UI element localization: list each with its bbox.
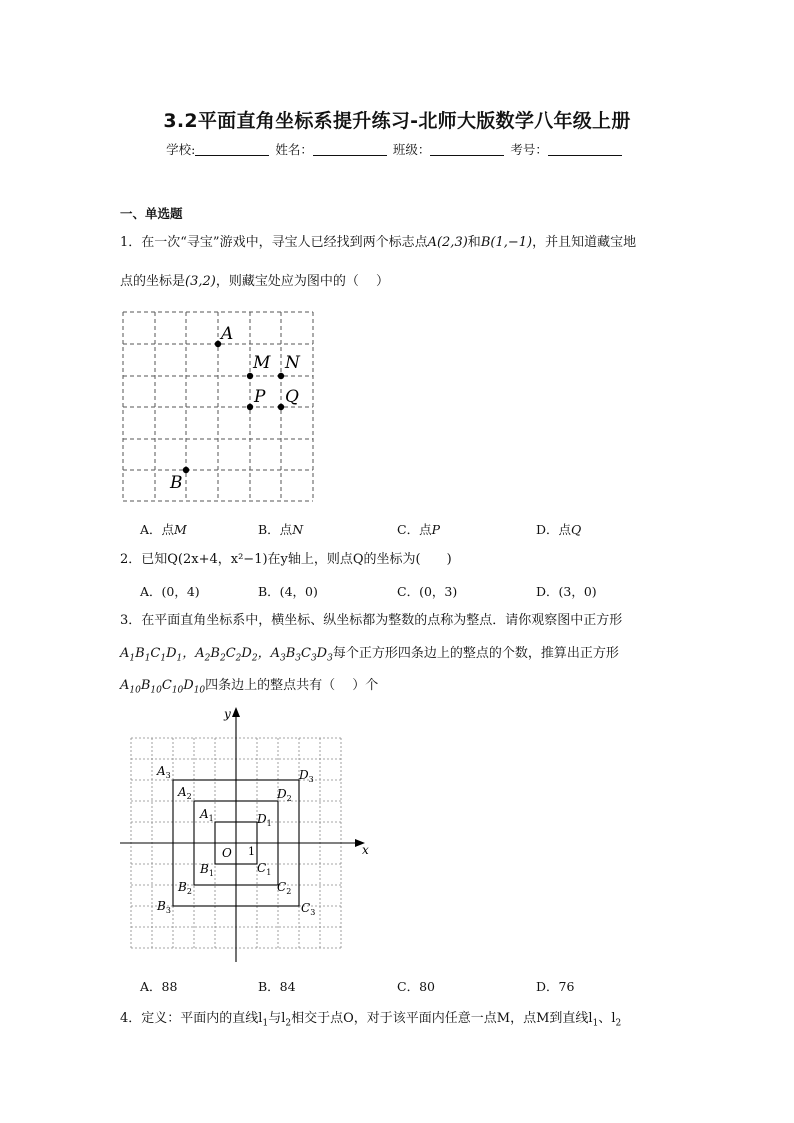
point-p-dot [247, 404, 253, 410]
page-title: 3.2平面直角坐标系提升练习-北师大版数学八年级上册 [163, 110, 631, 132]
label-b3: $B_3$ [157, 899, 171, 915]
q2-option-a[interactable]: A．(0，4) [140, 584, 200, 599]
label-q: Q [285, 387, 299, 407]
exam-number-blank[interactable] [548, 143, 622, 156]
q3-stem-line2: $A_1B_1C_1D_1$，$A_2B_2C_2D_2$，$A_3B_3C_3D_3$每个正方形四条边上的整点的个数，推算出正方形 [120, 646, 619, 664]
label-a3: $A_3$ [157, 764, 171, 780]
point-b-coord: B(1,−1) [480, 235, 533, 250]
label-m: M [253, 353, 271, 373]
q3-stem-line1: 3．在平面直角坐标系中，横坐标、纵坐标都为整数的点称为整点．请你观察图中正方形 [120, 613, 623, 628]
label-d2: $D_2$ [277, 787, 292, 803]
origin-label: O [222, 846, 232, 860]
unit-label: 1 [248, 845, 255, 858]
q3-axes [120, 712, 361, 962]
q3-option-a[interactable]: A．88 [140, 979, 178, 994]
q1-option-c[interactable]: C．点P [397, 522, 440, 537]
class-blank[interactable] [430, 143, 504, 156]
q3-option-c[interactable]: C．80 [397, 979, 435, 994]
point-a-coord: A(2,3) [427, 235, 468, 250]
label-c3: $C_3$ [301, 901, 316, 917]
treasure-coord: (3,2) [185, 274, 216, 289]
label-n: N [285, 353, 300, 373]
label-c2: $C_2$ [277, 880, 292, 896]
y-axis-label: y [224, 707, 231, 721]
q4-stem: 4．定义：平面内的直线$l_1$与$l_2$相交于点O，对于该平面内任意一点M，点M到直线$l_1$、$l_2$ [120, 1011, 622, 1029]
label-b2: $B_2$ [178, 880, 192, 896]
label-c1: $C_1$ [257, 861, 272, 877]
point-n-dot [278, 373, 284, 379]
student-info-line [0, 140, 794, 158]
q1-option-d[interactable]: D．点Q [536, 522, 582, 537]
q3-coordinate-figure [118, 700, 378, 966]
y-axis-arrow [232, 707, 240, 717]
section-title: 一、单选题 [120, 206, 183, 221]
label-d1: $D_1$ [257, 812, 272, 828]
q1-grid-figure [118, 306, 320, 506]
school-label: 学校: [166, 142, 196, 157]
class-label: 班级： [392, 142, 431, 157]
label-b: B [170, 473, 183, 493]
square-10: $A_{10}B_{10}C_{10}D_{10}$ [120, 678, 206, 696]
q3-option-d[interactable]: D．76 [536, 979, 575, 994]
label-a: A [221, 324, 234, 344]
school-blank[interactable] [195, 143, 269, 156]
point-q-dot [278, 404, 284, 410]
q1-option-b[interactable]: B．点N [258, 522, 304, 537]
q2-option-b[interactable]: B．(4，0) [258, 584, 318, 599]
label-a2: $A_2$ [178, 785, 192, 801]
q2-option-d[interactable]: D．(3，0) [536, 584, 597, 599]
label-b1: $B_1$ [200, 862, 214, 878]
label-d3: $D_3$ [299, 768, 314, 784]
q3-option-b[interactable]: B．84 [258, 979, 296, 994]
q2-option-c[interactable]: C．(0，3) [397, 584, 458, 599]
q1-stem-line2: 点的坐标是(3,2)，则藏宝处应为图中的（ ） [120, 274, 389, 289]
label-a1: $A_1$ [200, 807, 214, 823]
q1-stem-line1: 1．在一次“寻宝”游戏中，寻宝人已经找到两个标志点A(2,3)和B(1,−1)，并且知道藏宝地 [120, 235, 637, 250]
label-p: P [254, 387, 266, 407]
q3-stem-line3: $A_{10}B_{10}C_{10}D_{10}$四条边上的整点共有（ ）个 [120, 678, 379, 696]
x-axis-label: x [362, 843, 369, 857]
point-m-dot [247, 373, 253, 379]
q2-stem: 2．已知Q(2x+4，x²−1)在y轴上，则点Q的坐标为( ) [120, 552, 452, 567]
exam-number-label: 考号： [510, 142, 548, 157]
name-blank[interactable] [313, 143, 387, 156]
point-b-dot [183, 467, 189, 473]
q1-option-a[interactable]: A．点M [140, 522, 187, 537]
name-label: 姓名： [275, 142, 313, 157]
squares-1-3: $A_1B_1C_1D_1$，$A_2B_2C_2D_2$，$A_3B_3C_3D_3$ [120, 646, 333, 664]
